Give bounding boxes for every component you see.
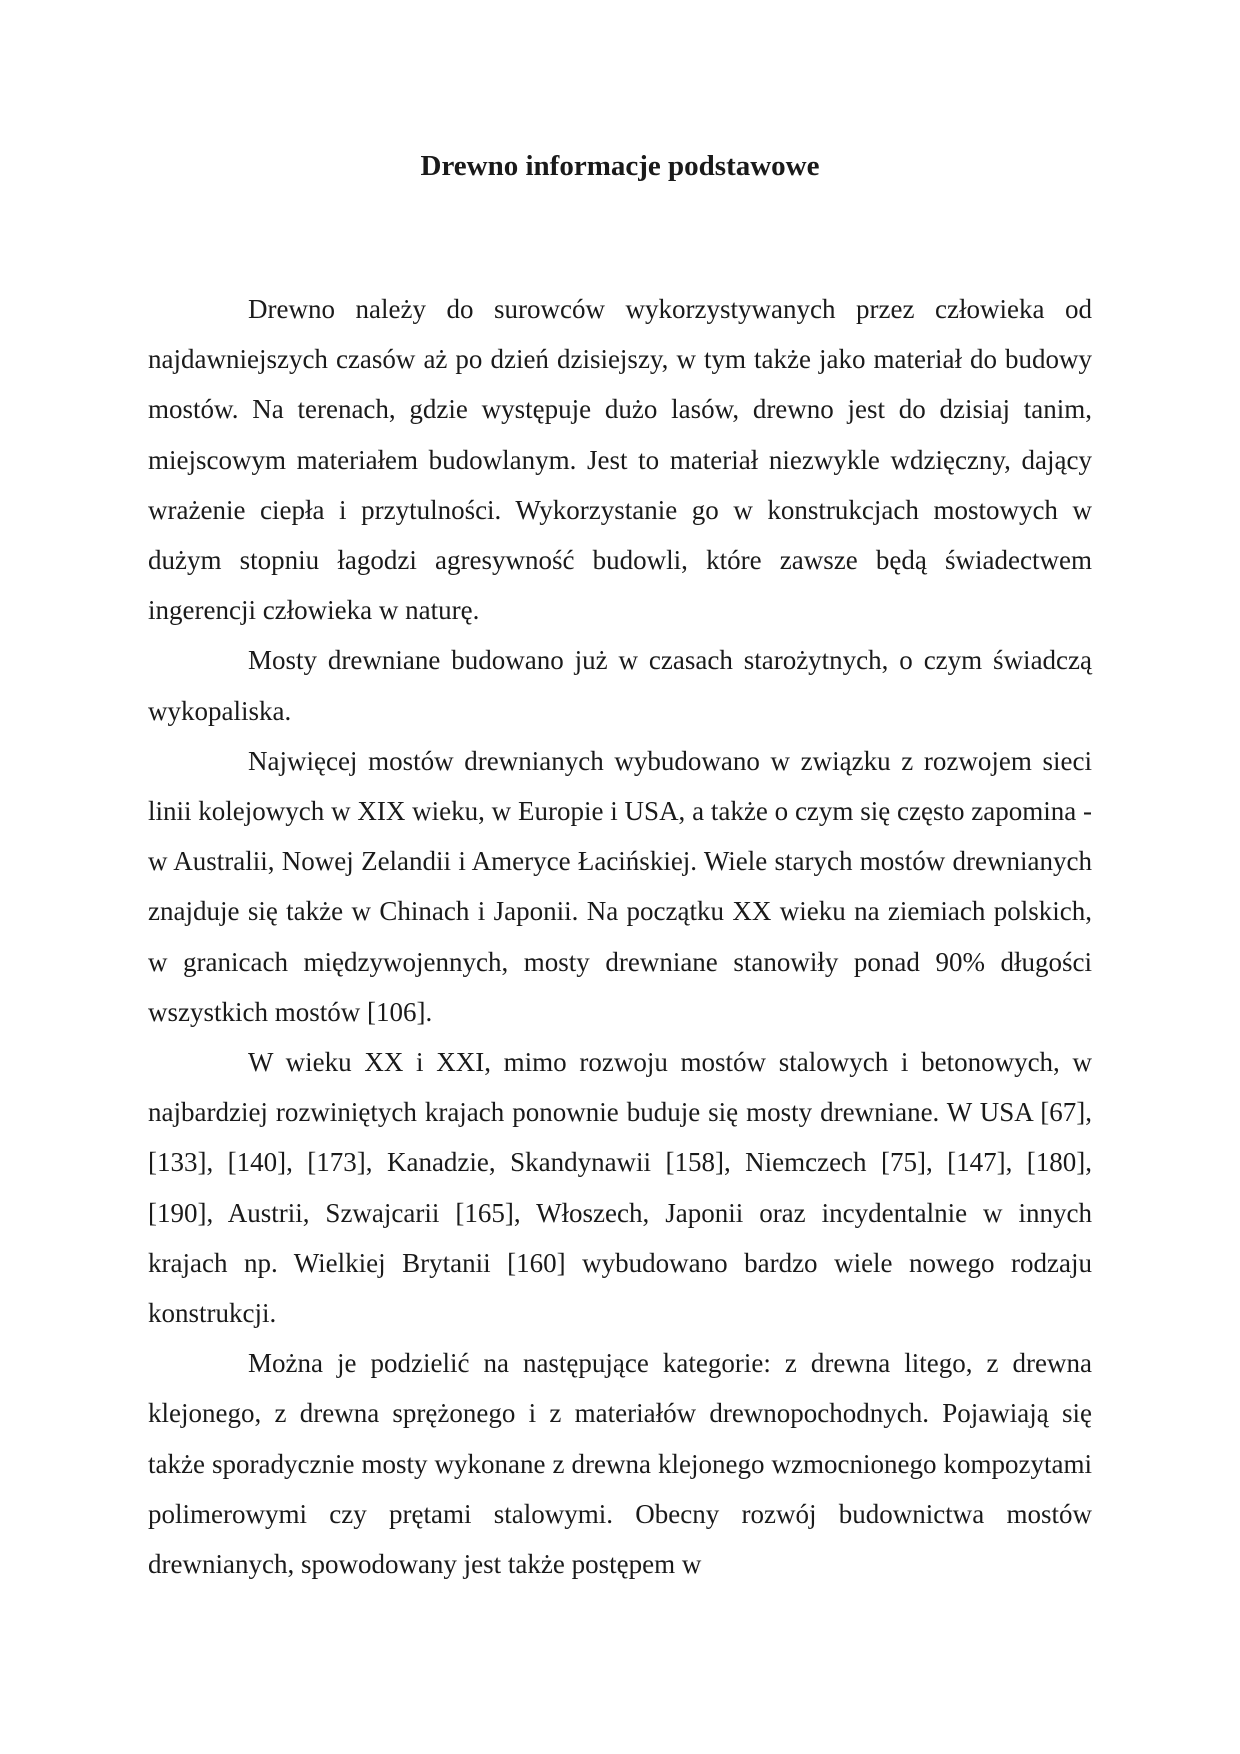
- paragraph-1: Drewno należy do surowców wykorzystywanych przez człowieka od najdawniejszych czasów aż po dzień dzisiejszy, w tym także jako materiał do budowy mostów. Na terenach, gdzie występuje dużo lasów, drewno jest do dzisiaj tanim, miejscowym materiałem budowlanym. Jest to materiał niezwykle wdzięczny, dający wrażenie ciepła i przytulności. Wykorzystanie go w konstrukcjach mostowych w dużym stopniu łagodzi agresywność budowli, które zawsze będą świadectwem ingerencji człowieka w naturę.: [148, 294, 1092, 626]
- paragraph-4: W wieku XX i XXI, mimo rozwoju mostów stalowych i betonowych, w najbardziej rozwiniętych krajach ponownie buduje się mosty drewniane. W USA [67], [133], [140], [173], Kanadzie, Skandynawii [158], Niemczech [75], [147], [180], [190], Austrii, Szwajcarii [165], Włoszech, Japonii oraz incydentalnie w innych krajach np. Wielkiej Brytanii [160] wybudowano bardzo wiele nowego rodzaju konstrukcji.: [148, 1047, 1092, 1329]
- paragraph-5: Można je podzielić na następujące kategorie: z drewna litego, z drewna klejonego, z drewna sprężonego i z materiałów drewnopochodnych. Pojawiają się także sporadycznie mosty wykonane z drewna klejonego wzmocnionego kompozytami polimerowymi czy prętami stalowymi. Obecny rozwój budownictwa mostów drewnianych, spowodowany jest także postępem w: [148, 1348, 1092, 1580]
- document-title: Drewno informacje podstawowe: [420, 150, 820, 182]
- paragraph-3: Najwięcej mostów drewnianych wybudowano w związku z rozwojem sieci linii kolejowych w XIX wieku, w Europie i USA, a także o czym się często zapomina -w Australii, Nowej Zelandii i Ameryce Łacińskiej. Wiele starych mostów drewnianych znajduje się także w Chinach i Japonii. Na początku XX wieku na ziemiach polskich, w granicach międzywojennych, mosty drewniane stanowiły ponad 90% długości wszystkich mostów [106].: [148, 745, 1092, 1027]
- document-body: [148, 284, 1092, 1589]
- paragraph-2: Mosty drewniane budowano już w czasach starożytnych, o czym świadczą wykopaliska.: [148, 645, 1092, 726]
